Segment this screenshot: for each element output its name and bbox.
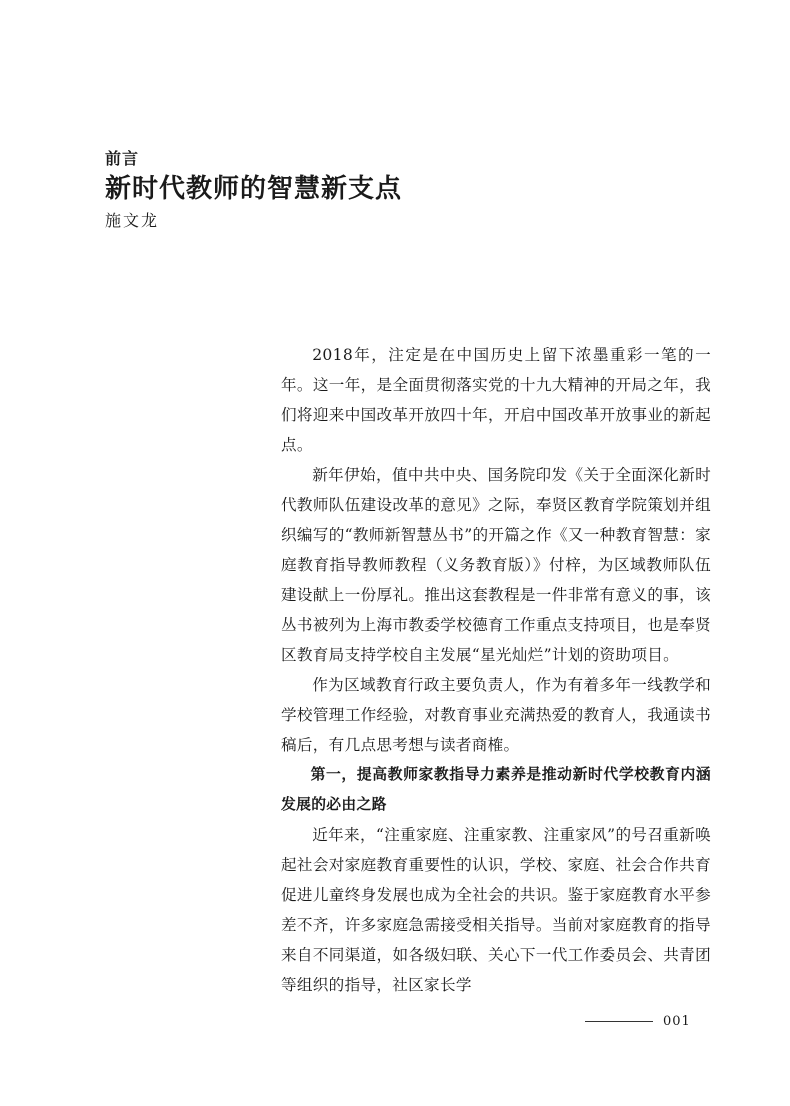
paragraph: 2018年，注定是在中国历史上留下浓墨重彩一笔的一年。这一年，是全面贯彻落实党的十九大精神的开局之年，我们将迎来中国改革开放四十年，开启中国改革开放事业的新起点。	[281, 346, 711, 454]
footer-rule	[585, 1021, 653, 1022]
author-name: 施文龙	[105, 211, 160, 230]
page-footer	[585, 1010, 715, 1034]
paragraph: 近年来，“注重家庭、注重家教、注重家风”的号召重新唤起社会对家庭教育重要性的认识，学校、家庭、社会合作共育促进儿童终身发展也成为全社会的共识。鉴于家庭教育水平参差不齐，许多家庭急需接受相关指导。当前对家庭教育的指导来自不同渠道，如各级妇联、关心下一代工作委员会、共青团等组织的指导，社区家长学	[281, 826, 711, 994]
body-text	[281, 340, 711, 1000]
paragraph: 新年伊始，值中共中央、国务院印发《关于全面深化新时代教师队伍建设改革的意见》之际，奉贤区教育学院策划并组织编写的“教师新智慧丛书”的开篇之作《又一种教育智慧：家庭教育指导教师教程（义务教育版）》付梓，为区域教师队伍建设献上一份厚礼。推出这套教程是一件非常有意义的事，该丛书被列为上海市教委学校德育工作重点支持项目，也是奉贤区教育局支持学校自主发展“星光灿烂”计划的资助项目。	[281, 466, 711, 664]
chapter-header	[105, 148, 402, 232]
page-number: 001	[663, 1014, 691, 1029]
chapter-title: 新时代教师的智慧新支点	[105, 174, 403, 204]
section-label: 前言	[105, 149, 140, 168]
paragraph: 作为区域教育行政主要负责人，作为有着多年一线教学和学校管理工作经验，对教育事业充满热爱的教育人，我通读书稿后，有几点思考想与读者商榷。	[281, 676, 711, 754]
section-heading: 第一，提高教师家教指导力素养是推动新时代学校教育内涵发展的必由之路	[281, 766, 711, 813]
